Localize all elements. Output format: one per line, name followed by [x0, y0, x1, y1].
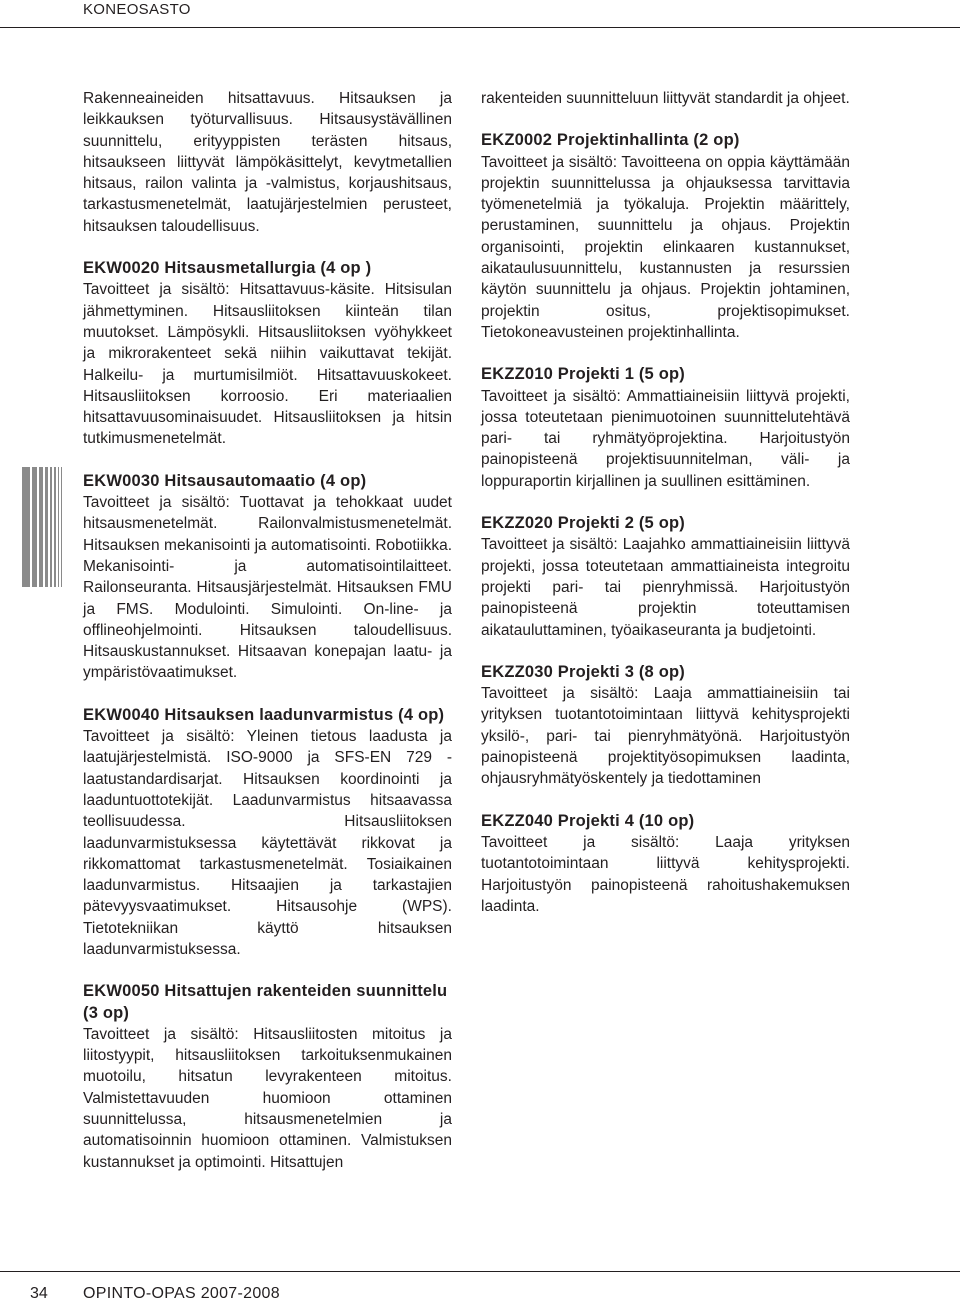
course-section [83, 258, 452, 450]
course-description: Tavoitteet ja sisältö: Tavoitteena on oppia käyttämään projektin suunnittelussa ja ohjauksessa tarvittavia työmenetelmiä ja työkaluja. Projektin määrittely, perustaminen, suunnittelu ja ohjaus. Projektin organisointi, projektin elinkaaren kustannukset, aikataulusuunnittelu, kustannusten ja resurssien käytön suunnittelu ja ohjaus. Projektin johtaminen, projektin ositus, projektisopimukset. Tietokoneavusteinen projektinhallinta. [481, 153, 850, 341]
course-section [481, 811, 850, 917]
course-description: Tavoitteet ja sisältö: Hitsausliitosten mitoitus ja liitostyypit, hitsausliitoksen tarkoituksenmukainen muotoilu, hitsatun levyrakenteen mitoitus. Valmistettavuuden huomioon ottaminen suunnittelussa, hitsausmenetelmien ja automatisoinnin huomioon ottaminen. Valmistuksen kustannukset ja optimointi. Hitsattujen [83, 1025, 452, 1171]
course-section [481, 513, 850, 641]
course-title: EKZZ030 Projekti 3 (8 op) [481, 662, 685, 681]
left-intro-paragraph: Rakenneaineiden hitsattavuus. Hitsauksen ja leikkauksen työturvallisuus. Hitsausystävällinen suunnittelu, erityyppisten terästen hitsaus, hitsaukseen liittyvät lämpökäsittelyt, kevytmetallien hitsaus, railon valinta ja -valmistus, korjaushitsaus, tarkastusmenetelmät, laatujärjestelmien perusteet, hitsauksen taloudellisuus. [83, 90, 452, 235]
left-column [83, 88, 452, 1173]
course-title: EKW0050 Hitsattujen rakenteiden suunnittelu (3 op) [83, 982, 448, 1022]
right-column [481, 88, 850, 917]
course-title: EKZZ020 Projekti 2 (5 op) [481, 514, 685, 533]
course-section [83, 471, 452, 684]
page-number: 34 [30, 1285, 48, 1302]
footer-rule [0, 1271, 960, 1272]
course-section [83, 705, 452, 961]
course-section [481, 662, 850, 790]
course-title: EKW0040 Hitsauksen laadunvarmistus (4 op) [83, 705, 445, 724]
header-rule [0, 27, 960, 28]
right-intro-paragraph: rakenteiden suunnitteluun liittyvät standardit ja ohjeet. [481, 90, 850, 107]
course-title: EKW0020 Hitsausmetallurgia (4 op ) [83, 259, 372, 278]
course-description: Tavoitteet ja sisältö: Yleinen tietous laadusta ja laatujärjestelmistä. ISO-9000 ja SFS-EN 729 - laatustandardisarjat. Hitsauksen koordinointi ja laaduntuottotekijät. Laadunvarmistus hitsaavassa teollisuudessa. Hitsausliitoksen laadunvarmistuksessa käytettävät rikkovat ja rikkomattomat tarkastusmenetelmät. Tosiaikainen laadunvarmistus. Hitsaajien ja tarkastajien pätevyysvaatimukset. Hitsausohje (WPS). Tietotekniikan käyttö hitsauksen laadunvarmistuksessa. [83, 728, 452, 958]
side-bar-decoration [22, 467, 62, 587]
course-section [83, 981, 452, 1173]
course-description: Tavoitteet ja sisältö: Tuottavat ja tehokkaat uudet hitsausmenetelmät. Railonvalmistusmenetelmät. Hitsauksen mekanisointi ja automatisointi. Robotiikka. Mekanisointi- ja automatisointilaitteet. Railonseuranta. Hitsausjärjestelmät. Hitsauksen FMU ja FMS. Modulointi. Simulointi. On-line- ja offlineohjelmointi. Hitsauksen taloudellisuus. Hitsauskustannukset. Hitsaavan konepajan laatu- ja ympäristövaatimukset. [83, 494, 452, 682]
course-section [481, 130, 850, 343]
course-title: EKW0030 Hitsausautomaatio (4 op) [83, 471, 367, 490]
course-title: EKZZ010 Projekti 1 (5 op) [481, 365, 685, 384]
course-title: EKZ0002 Projektinhallinta (2 op) [481, 131, 740, 150]
course-description: Tavoitteet ja sisältö: Laaja ammattiaineisiin tai yrityksen tuotantotoimintaan liittyvä kehitysprojekti yksilö-, pari- tai pienryhmätyönä. Harjoitustyön painopisteenä projektityösopimuksen laadinta, ohjausryhmätyöskentely ja tiedottaminen [481, 685, 850, 788]
footer-title: OPINTO-OPAS 2007-2008 [83, 1285, 280, 1302]
course-title: EKZZ040 Projekti 4 (10 op) [481, 811, 695, 830]
course-description: Tavoitteet ja sisältö: Hitsattavuus-käsite. Hitsisulan jähmettyminen. Hitsausliitoksen kiinteän tilan muutokset. Lämpösykli. Hitsausliitoksen vyöhykkeet ja mikrorakenteet sekä niihin vaikuttavat tekijät. Halkeilu- ja murtumisilmiöt. Hitsattavuuskokeet. Hitsausliitoksen korroosio. Eri materiaalien hitsattavuusominaisuudet. Hitsausliitoksen ja hitsin tutkimusmenetelmät. [83, 281, 452, 448]
section-header-label: KONEOSASTO [83, 1, 191, 18]
course-description: Tavoitteet ja sisältö: Laajahko ammattiaineisiin liittyvä projekti, jossa toteutetaan ammattiaineista integroitu projekti pari- tai pienryhmissä. Harjoitustyön painopisteenä projektin toteuttamisen aikatauluttaminen, työaikaseuranta ja budjetointi. [481, 536, 850, 639]
course-section [481, 364, 850, 492]
course-description: Tavoitteet ja sisältö: Ammattiaineisiin liittyvä projekti, jossa toteutetaan pienimuotoinen suunnittelutehtävä pari- tai ryhmätyöprojektina. Harjoitustyön painopisteenä projektisuunnitelman, väli- ja loppuraportin kirjallinen ja suullinen esittäminen. [481, 387, 850, 490]
course-description: Tavoitteet ja sisältö: Laaja yrityksen tuotantotoimintaan liittyvä kehitysprojekti. Harjoitustyön painopisteenä rahoitushakemuksen laadinta. [481, 833, 850, 915]
